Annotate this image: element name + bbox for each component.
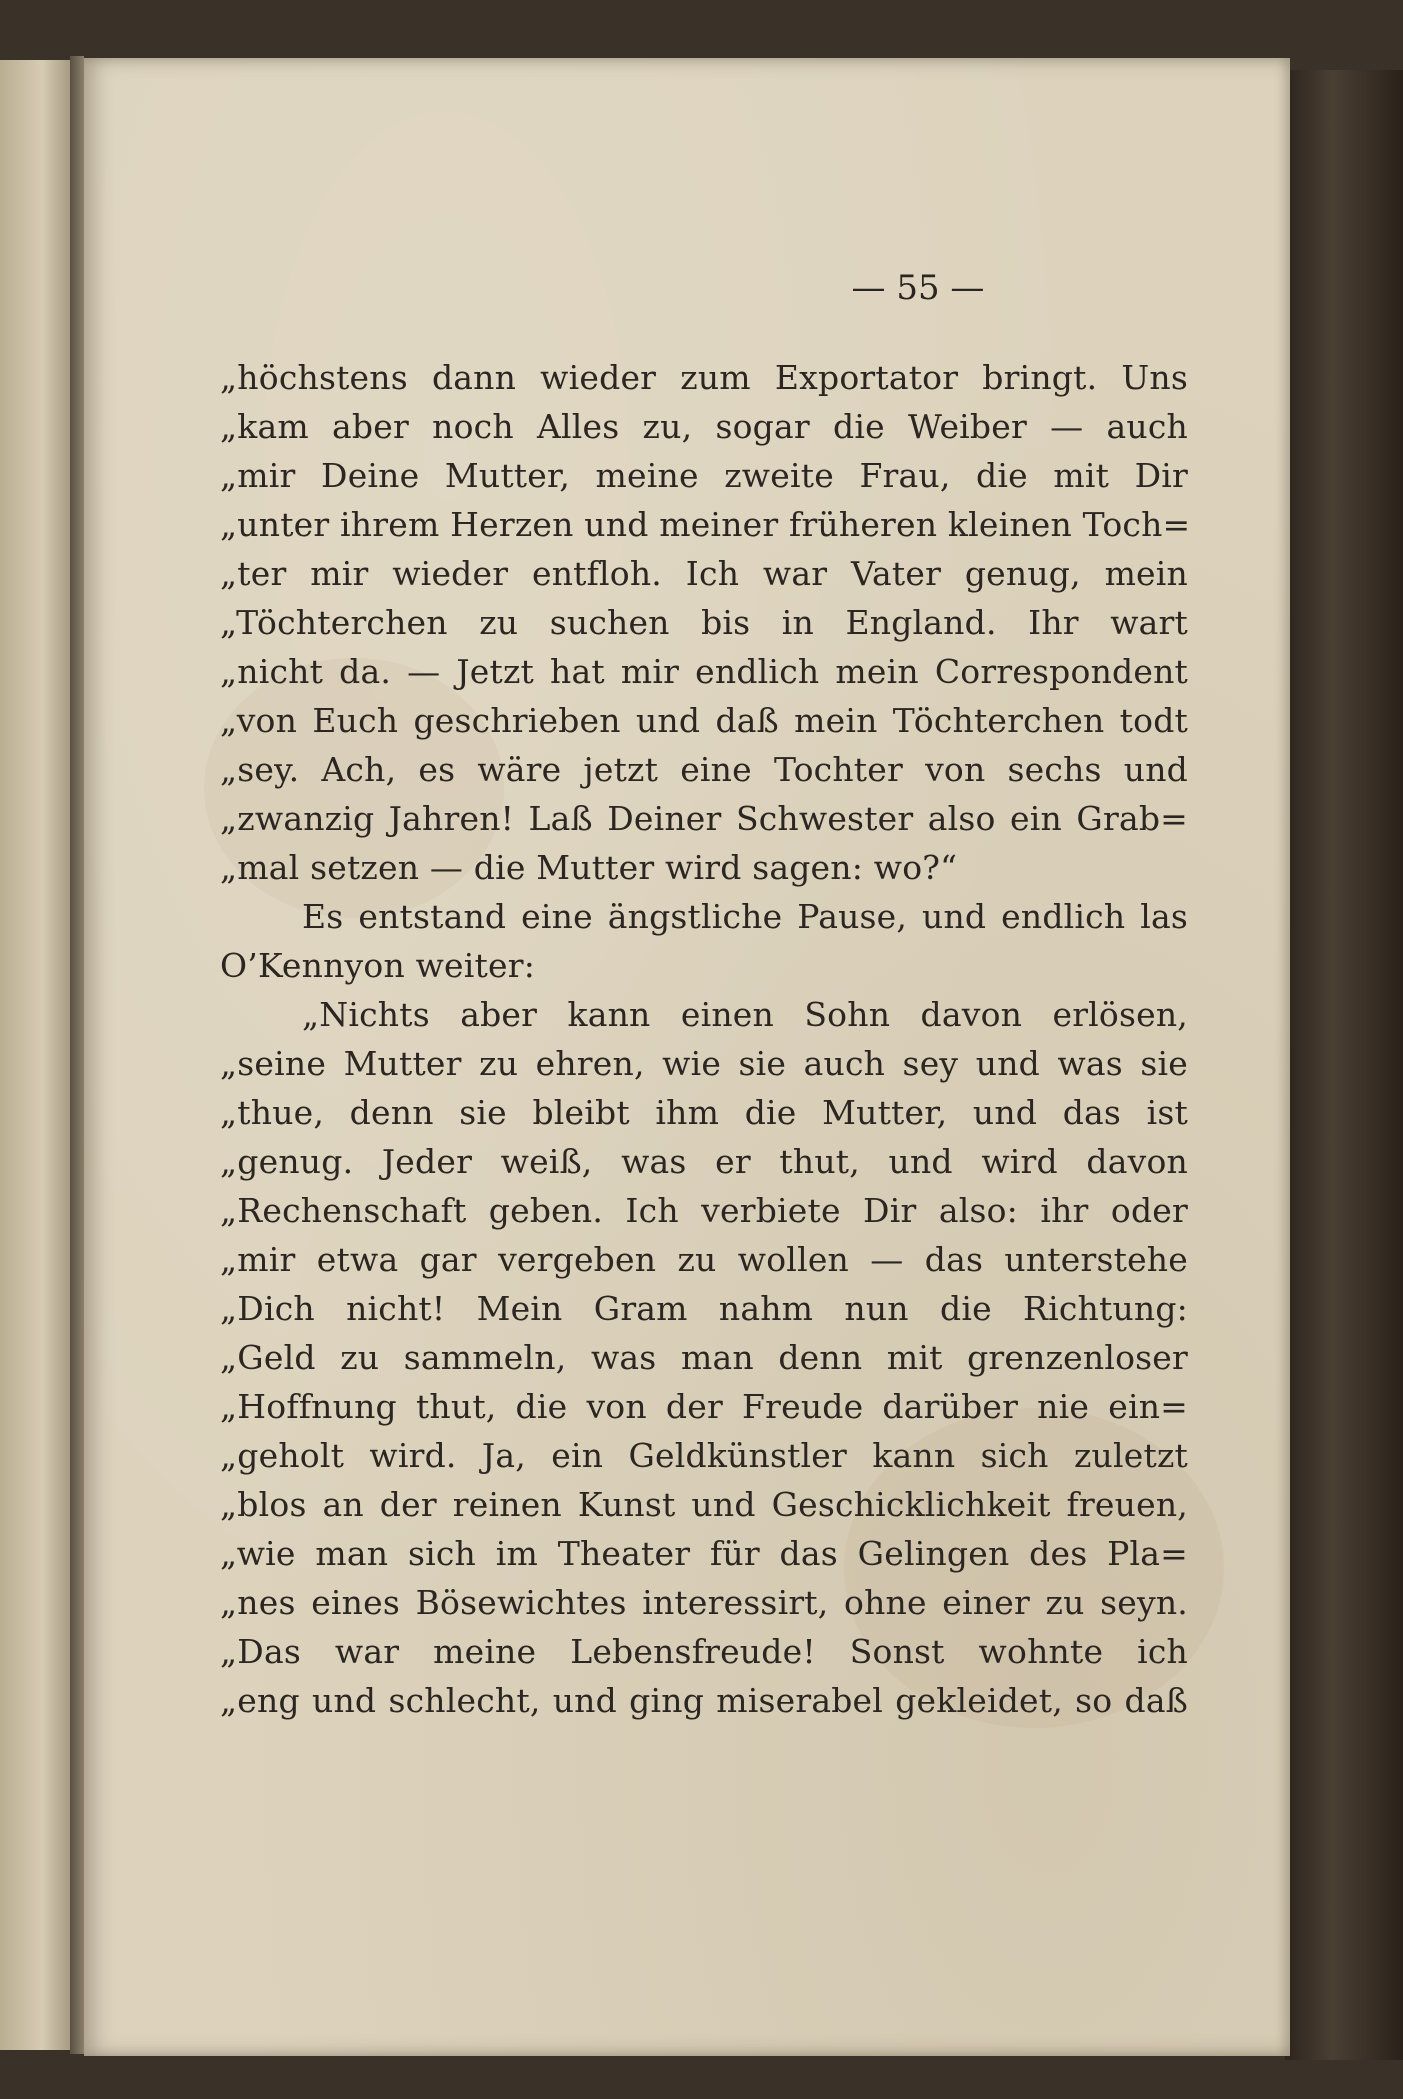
text-line: „unter ihrem Herzen und meiner früheren kleinen Toch= [220, 505, 1191, 544]
body-text [220, 353, 1191, 1725]
text-line: O’Kennyon weiter: [220, 946, 536, 985]
page-number [84, 268, 1290, 308]
text-line: „kam aber noch Alles zu, sogar die Weiber — auch [220, 407, 1188, 446]
book-cover-edge [1285, 70, 1403, 2060]
page-number-text: — 55 — [851, 268, 985, 308]
text-line: „mal setzen — die Mutter wird sagen: wo?“ [220, 848, 958, 887]
text-line: „eng und schlecht, und ging miserabel gekleidet, so daß [220, 1681, 1188, 1720]
text-line: Es entstand eine ängstliche Pause, und endlich las [302, 897, 1188, 936]
text-line: „Nichts aber kann einen Sohn davon erlösen, [302, 995, 1188, 1034]
text-line: „zwanzig Jahren! Laß Deiner Schwester also ein Grab= [220, 799, 1188, 838]
text-line: „ter mir wieder entfloh. Ich war Vater genug, mein [220, 554, 1188, 593]
text-line: „mir Deine Mutter, meine zweite Frau, die mit Dir [220, 456, 1188, 495]
text-line: „Dich nicht! Mein Gram nahm nun die Richtung: [220, 1289, 1188, 1328]
text-line: „nicht da. — Jetzt hat mir endlich mein Correspondent [220, 652, 1188, 691]
text-line: „Rechenschaft geben. Ich verbiete Dir also: ihr oder [220, 1191, 1188, 1230]
text-line: „von Euch geschrieben und daß mein Töchterchen todt [220, 701, 1188, 740]
facing-page-edge [0, 60, 73, 2050]
text-line: „Hoffnung thut, die von der Freude darüber nie ein= [220, 1387, 1188, 1426]
text-line: „mir etwa gar vergeben zu wollen — das unterstehe [220, 1240, 1188, 1279]
text-line: „Geld zu sammeln, was man denn mit grenzenloser [220, 1338, 1188, 1377]
book-gutter [70, 56, 84, 2054]
text-line: „wie man sich im Theater für das Gelingen des Pla= [220, 1534, 1188, 1573]
text-line: „Das war meine Lebensfreude! Sonst wohnte ich [220, 1632, 1188, 1671]
book-page [84, 58, 1290, 2056]
text-line: „geholt wird. Ja, ein Geldkünstler kann sich zuletzt [220, 1436, 1188, 1475]
text-line: „höchstens dann wieder zum Exportator bringt. Uns [220, 358, 1188, 397]
text-line: „sey. Ach, es wäre jetzt eine Tochter von sechs und [220, 750, 1188, 789]
text-line: „blos an der reinen Kunst und Geschicklichkeit freuen, [220, 1485, 1188, 1524]
text-line: „nes eines Bösewichtes interessirt, ohne einer zu seyn. [220, 1583, 1188, 1622]
text-line: „seine Mutter zu ehren, wie sie auch sey und was sie [220, 1044, 1188, 1083]
text-line: „Töchterchen zu suchen bis in England. Ihr wart [220, 603, 1188, 642]
text-line: „genug. Jeder weiß, was er thut, und wird davon [220, 1142, 1188, 1181]
text-line: „thue, denn sie bleibt ihm die Mutter, und das ist [220, 1093, 1188, 1132]
